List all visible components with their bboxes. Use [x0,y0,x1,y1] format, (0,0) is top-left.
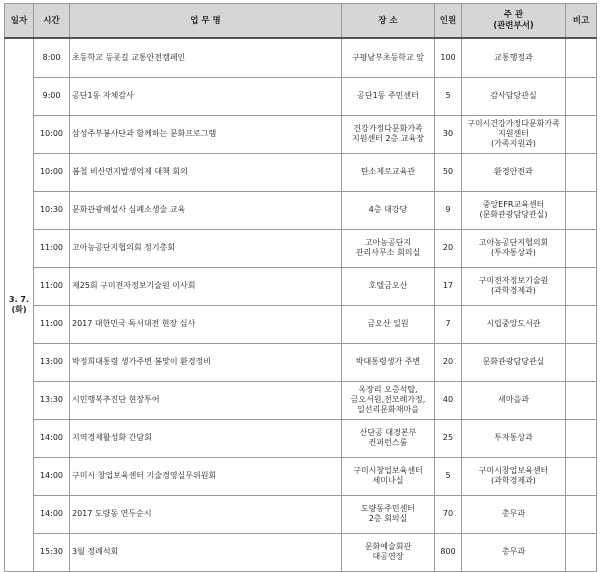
table-row [5,381,597,419]
time-cell: 14:00 [34,419,70,457]
note-cell [566,191,597,229]
time-cell: 11:00 [34,229,70,267]
task-cell: 문화관광해설사 심폐소생술 교육 [70,191,342,229]
place-cell: 건강가정다문화가족 지원센터 2층 교육장 [342,115,435,153]
task-cell: 구미시 창업보육센터 기술경영실무위원회 [70,457,342,495]
table-row [5,495,597,533]
count-cell: 40 [435,381,462,419]
count-cell: 25 [435,419,462,457]
header-time: 시간 [34,4,70,39]
count-cell: 800 [435,533,462,571]
header-org-main: 주 관 [503,9,524,20]
time-cell: 11:00 [34,305,70,343]
org-cell: 새마을과 [462,381,566,419]
place-cell: 문화예술회관 대공연장 [342,533,435,571]
task-cell: 2017 도량동 연두순시 [70,495,342,533]
task-cell: 고아농공단지협의회 정기총회 [70,229,342,267]
task-cell: 3월 정례석회 [70,533,342,571]
task-cell: 초등학교 등굣길 교통안전캠페인 [70,38,342,77]
count-cell: 70 [435,495,462,533]
note-cell [566,533,597,571]
place-cell: 옥장리 오층석탑, 금오서원,전모례가정, 일선리문화재마을 [342,381,435,419]
place-cell: 박대통령생가 주변 [342,343,435,381]
note-cell [566,153,597,191]
time-cell: 10:30 [34,191,70,229]
table-row [5,191,597,229]
header-note: 비고 [566,4,597,39]
header-org [462,4,566,39]
schedule-body [5,38,597,571]
task-cell: 제25회 구미전자정보기술원 이사회 [70,267,342,305]
place-cell: 공단1동 주민센터 [342,77,435,115]
place-cell: 고아농공단지 관리사무소 회의실 [342,229,435,267]
table-row [5,229,597,267]
date-label: 3. 7. [9,294,29,304]
note-cell [566,381,597,419]
header-place: 장 소 [342,4,435,39]
table-row [5,267,597,305]
count-cell: 30 [435,115,462,153]
table-row [5,343,597,381]
count-cell: 50 [435,153,462,191]
table-row [5,38,597,77]
time-cell: 13:00 [34,343,70,381]
count-cell: 7 [435,305,462,343]
time-cell: 14:00 [34,495,70,533]
task-cell: 지역경제활성화 간담회 [70,419,342,457]
task-cell: 봄철 비산먼지발생억제 대책 회의 [70,153,342,191]
place-cell: 도량동주민센터 2층 회의실 [342,495,435,533]
table-row [5,305,597,343]
count-cell: 20 [435,343,462,381]
note-cell [566,115,597,153]
count-cell: 9 [435,191,462,229]
place-cell: 금오산 일원 [342,305,435,343]
table-row [5,153,597,191]
org-cell: 투자통상과 [462,419,566,457]
header-date: 일자 [5,4,34,39]
table-row [5,419,597,457]
note-cell [566,77,597,115]
note-cell [566,38,597,77]
org-cell: 구미전자정보기술원 (과학경제과) [462,267,566,305]
note-cell [566,495,597,533]
time-cell: 9:00 [34,77,70,115]
table-row [5,457,597,495]
time-cell: 15:30 [34,533,70,571]
task-cell: 시민행복추진단 현장투어 [70,381,342,419]
place-cell: 산단공 대경본부 컨퍼런스룸 [342,419,435,457]
count-cell: 5 [435,457,462,495]
note-cell [566,305,597,343]
note-cell [566,229,597,267]
org-cell: 총무과 [462,495,566,533]
place-cell: 호텔금오산 [342,267,435,305]
count-cell: 5 [435,77,462,115]
org-cell: 환경안전과 [462,153,566,191]
header-count: 인원 [435,4,462,39]
time-cell: 10:00 [34,153,70,191]
note-cell [566,419,597,457]
time-cell: 10:00 [34,115,70,153]
count-cell: 17 [435,267,462,305]
header-task: 업 무 명 [70,4,342,39]
schedule-table [4,3,597,572]
task-cell: 박정희대통령 생가주변 봄맞이 환경정비 [70,343,342,381]
org-cell: 구미시건강가정다문화가족 지원센터 (가족지원과) [462,115,566,153]
place-cell: 구평남부초등학교 앞 [342,38,435,77]
org-cell: 교통행정과 [462,38,566,77]
time-cell: 13:30 [34,381,70,419]
note-cell [566,457,597,495]
date-cell [5,38,34,571]
date-day: (화) [11,304,27,314]
place-cell: 구미시창업보육센터 세미나실 [342,457,435,495]
header-org-sub: (관련부서) [493,20,534,31]
time-cell: 11:00 [34,267,70,305]
note-cell [566,267,597,305]
org-cell: 감사담당관실 [462,77,566,115]
table-row [5,77,597,115]
table-row [5,533,597,571]
org-cell: 시립중앙도서관 [462,305,566,343]
note-cell [566,343,597,381]
org-cell: 중앙EFR교육센터 (문화관광담당관실) [462,191,566,229]
count-cell: 100 [435,38,462,77]
org-cell: 총무과 [462,533,566,571]
org-cell: 구미시창업보육센터 (과학경제과) [462,457,566,495]
place-cell: 탄소제로교육관 [342,153,435,191]
time-cell: 14:00 [34,457,70,495]
task-cell: 2017 대한민국 독서대전 현장 심사 [70,305,342,343]
time-cell: 8:00 [34,38,70,77]
org-cell: 문화관광담당관실 [462,343,566,381]
table-row [5,115,597,153]
place-cell: 4층 대강당 [342,191,435,229]
task-cell: 삼성주부봉사단과 함께하는 문화프로그램 [70,115,342,153]
count-cell: 20 [435,229,462,267]
header-row [5,4,597,39]
org-cell: 고아농공단지협의회 (투자통상과) [462,229,566,267]
task-cell: 공단1동 자체감사 [70,77,342,115]
